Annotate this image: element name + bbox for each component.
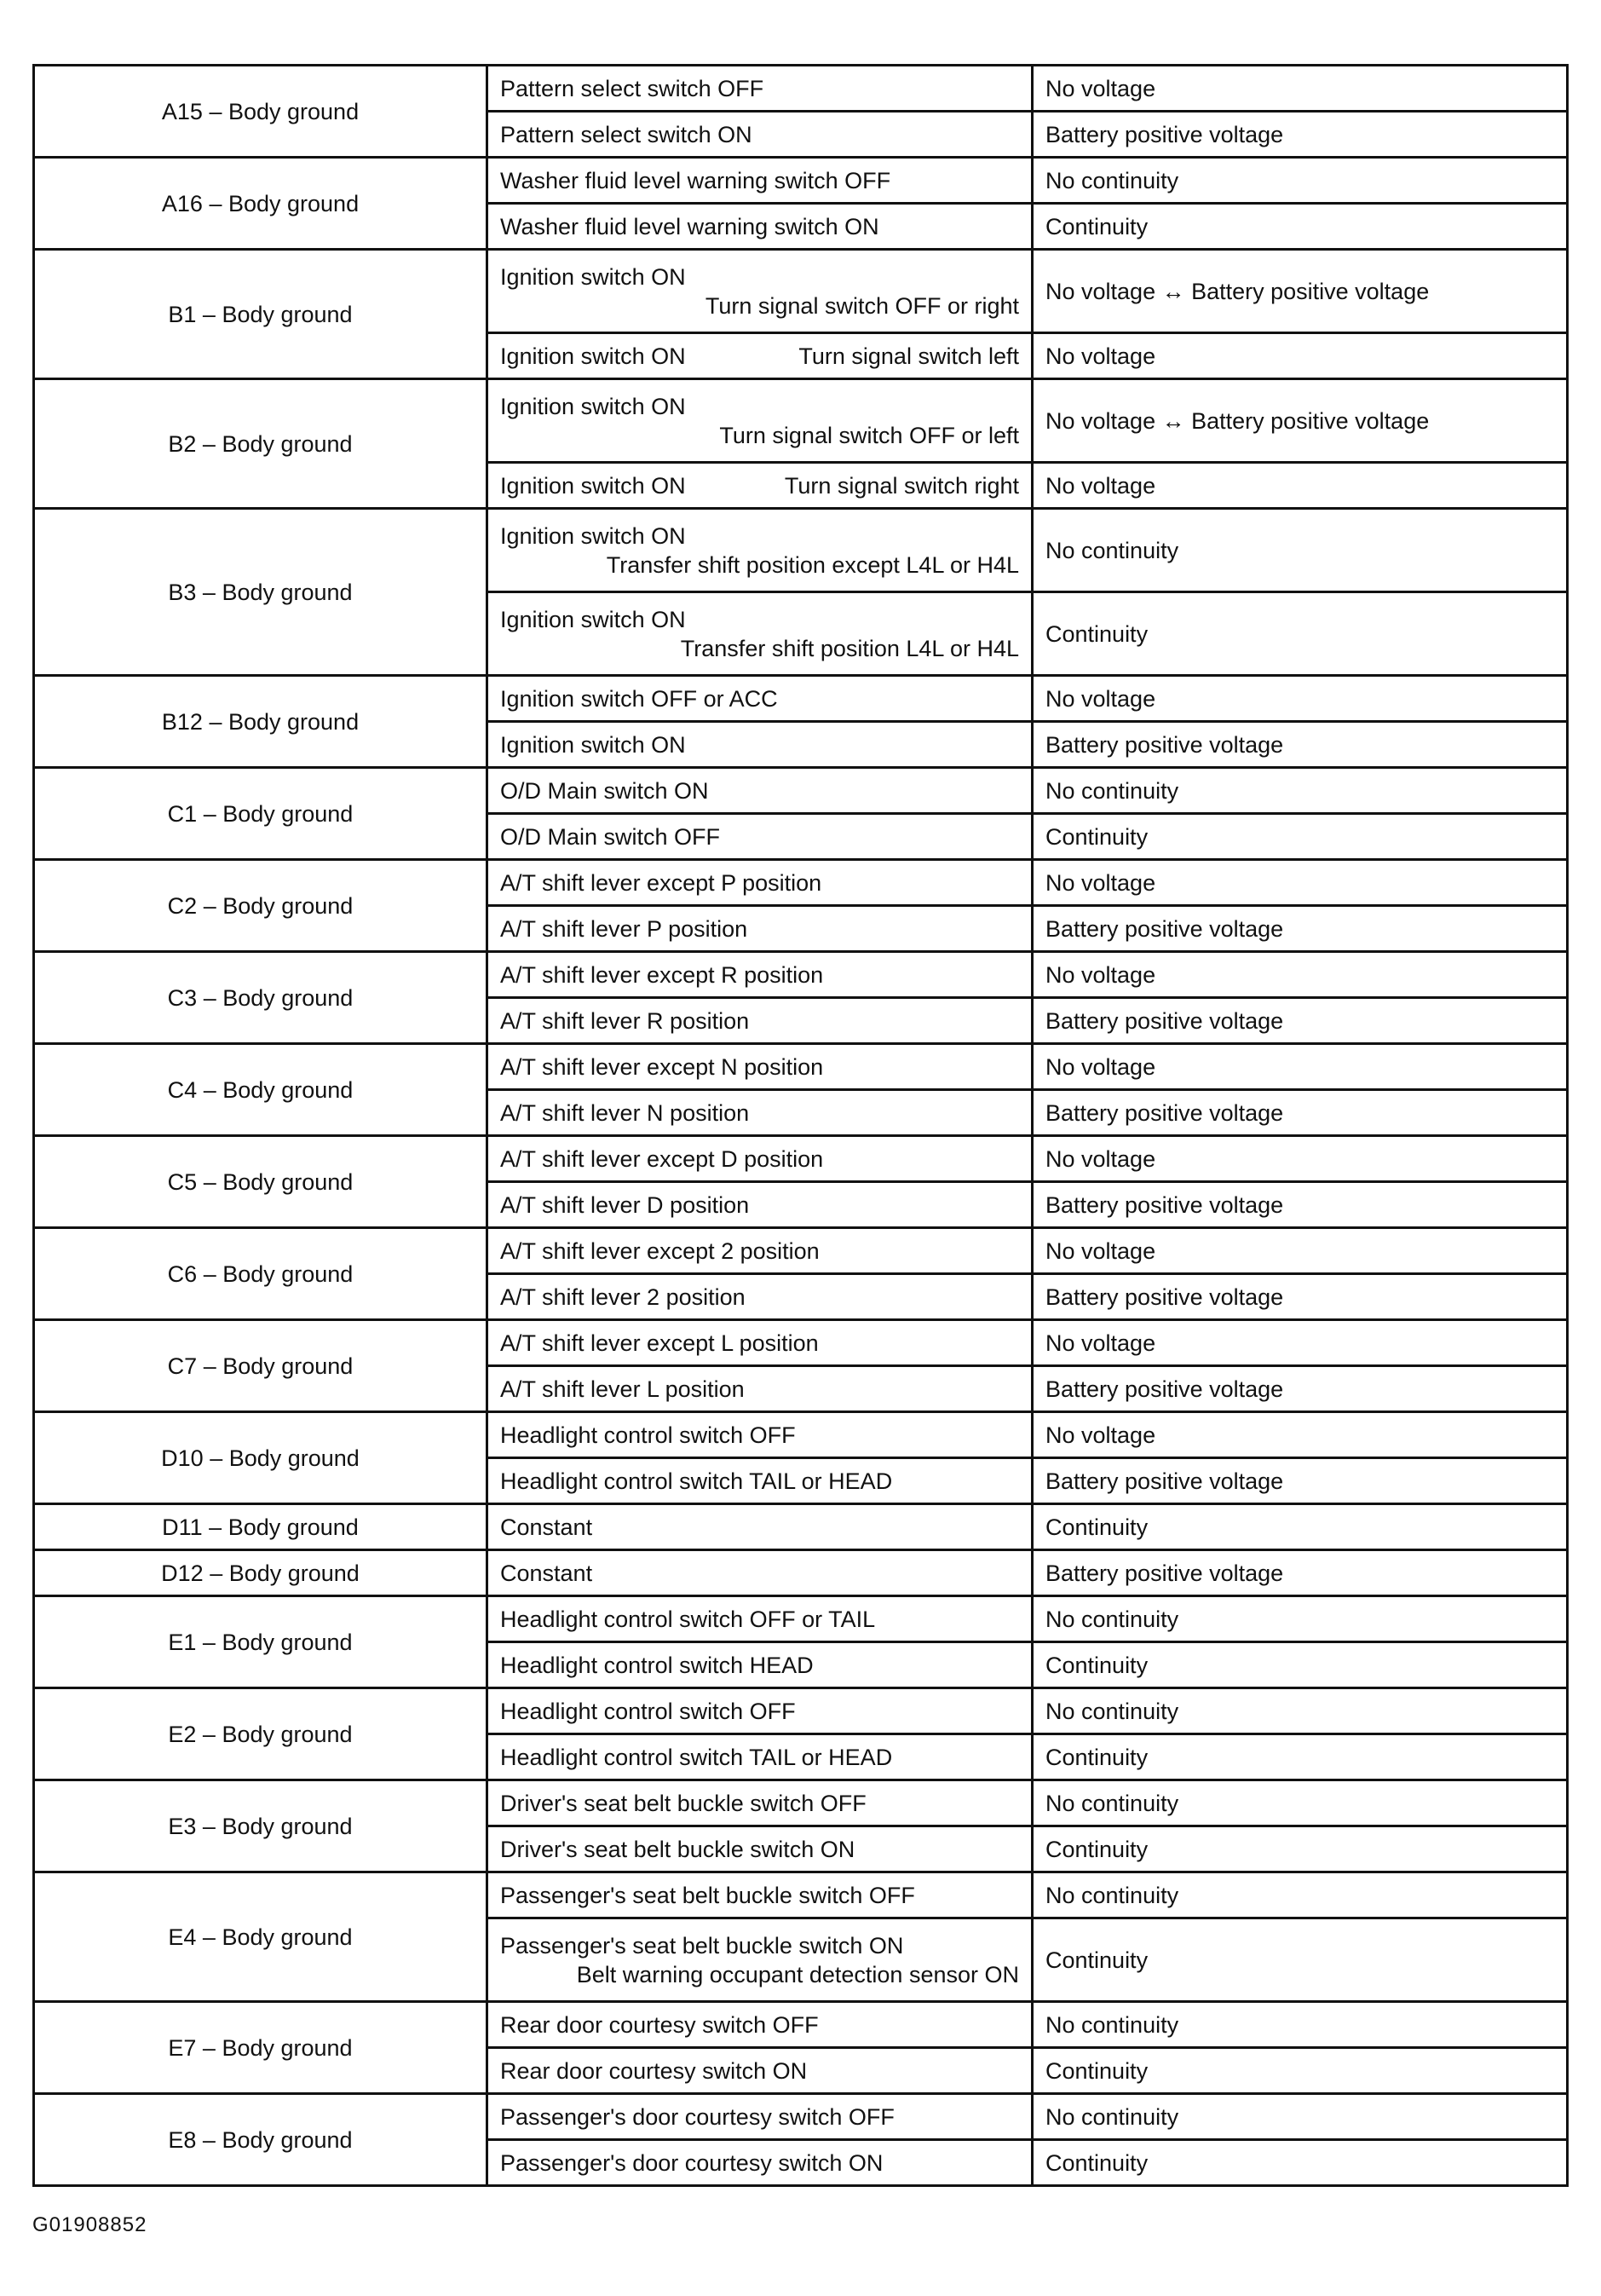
condition-cell [487, 998, 1033, 1044]
result-cell: No continuity [1033, 158, 1568, 204]
condition-subtext: Transfer shift position except L4L or H4L [606, 551, 1019, 578]
condition-text: Rear door courtesy switch OFF [500, 2011, 819, 2038]
condition-cell [487, 2094, 1033, 2140]
condition-text: A/T shift lever L position [500, 1376, 745, 1402]
terminal-cell: D12 – Body ground [34, 1550, 487, 1596]
condition-cell [487, 1458, 1033, 1504]
result-cell: Continuity [1033, 1504, 1568, 1550]
table-row [34, 952, 1568, 998]
terminal-cell: B3 – Body ground [34, 509, 487, 676]
condition-text: A/T shift lever 2 position [500, 1284, 746, 1310]
condition-cell [487, 158, 1033, 204]
condition-cell [487, 250, 1033, 333]
condition-cell [487, 1688, 1033, 1734]
condition-cell [487, 722, 1033, 768]
condition-text: Ignition switch ON [500, 472, 686, 499]
result-cell: Continuity [1033, 1918, 1568, 2002]
result-cell: Continuity [1033, 1642, 1568, 1688]
terminal-cell: E3 – Body ground [34, 1780, 487, 1872]
condition-text: Ignition switch ON [500, 606, 686, 632]
condition-text: A/T shift lever R position [500, 1007, 750, 1034]
table-row [34, 250, 1568, 333]
condition-cell [487, 1642, 1033, 1688]
terminal-inspection-table [32, 64, 1569, 2187]
terminal-cell: C4 – Body ground [34, 1044, 487, 1136]
result-cell: Battery positive voltage [1033, 1182, 1568, 1228]
condition-cell [487, 1228, 1033, 1274]
condition-text: Pattern select switch OFF [500, 75, 764, 101]
terminal-cell: E7 – Body ground [34, 2002, 487, 2094]
condition-cell [487, 860, 1033, 906]
result-cell: No voltage [1033, 860, 1568, 906]
terminal-cell: B12 – Body ground [34, 676, 487, 768]
terminal-cell: C3 – Body ground [34, 952, 487, 1044]
condition-cell [487, 379, 1033, 463]
condition-text: Constant [500, 1514, 593, 1540]
condition-text: Pattern select switch ON [500, 121, 752, 147]
result-cell: No voltage [1033, 463, 1568, 509]
condition-text: Headlight control switch TAIL or HEAD [500, 1468, 893, 1494]
result-cell: Battery positive voltage [1033, 1366, 1568, 1412]
result-cell: No voltage ↔ Battery positive voltage [1033, 250, 1568, 333]
condition-cell [487, 1136, 1033, 1182]
condition-subtext: Turn signal switch right [784, 472, 1019, 499]
result-cell: Battery positive voltage [1033, 722, 1568, 768]
condition-cell [487, 1366, 1033, 1412]
result-cell: No voltage [1033, 66, 1568, 112]
terminal-cell: A16 – Body ground [34, 158, 487, 250]
condition-cell [487, 1826, 1033, 1872]
result-cell: No voltage [1033, 333, 1568, 379]
condition-text: O/D Main switch OFF [500, 823, 721, 850]
condition-subtext: Turn signal switch OFF or left [719, 422, 1019, 448]
result-cell: No voltage [1033, 1228, 1568, 1274]
condition-text: A/T shift lever N position [500, 1099, 750, 1126]
condition-cell [487, 1182, 1033, 1228]
condition-text: A/T shift lever P position [500, 915, 748, 942]
terminal-cell: E4 – Body ground [34, 1872, 487, 2002]
result-cell: Continuity [1033, 1734, 1568, 1780]
table-row [34, 509, 1568, 592]
result-cell: No continuity [1033, 2094, 1568, 2140]
result-cell: No voltage ↔ Battery positive voltage [1033, 379, 1568, 463]
table-row [34, 1688, 1568, 1734]
table-row [34, 379, 1568, 463]
condition-text: Passenger's door courtesy switch OFF [500, 2103, 895, 2130]
terminal-cell: A15 – Body ground [34, 66, 487, 158]
condition-text: Washer fluid level warning switch OFF [500, 167, 891, 193]
condition-text: Passenger's seat belt buckle switch ON [500, 1932, 904, 1959]
result-cell: No voltage [1033, 1412, 1568, 1458]
terminal-cell: C6 – Body ground [34, 1228, 487, 1320]
result-cell: No voltage [1033, 1044, 1568, 1090]
condition-text: Ignition switch ON [500, 343, 686, 369]
result-cell: No voltage [1033, 676, 1568, 722]
result-cell: Battery positive voltage [1033, 1550, 1568, 1596]
table-row [34, 860, 1568, 906]
condition-cell [487, 1090, 1033, 1136]
condition-text: Driver's seat belt buckle switch OFF [500, 1790, 867, 1816]
table-row [34, 1872, 1568, 1918]
terminal-cell: C1 – Body ground [34, 768, 487, 860]
table-row [34, 158, 1568, 204]
condition-subtext: Turn signal switch left [798, 343, 1019, 369]
condition-text: Headlight control switch OFF [500, 1698, 796, 1724]
result-cell: Continuity [1033, 204, 1568, 250]
condition-subtext: Turn signal switch OFF or right [705, 292, 1019, 319]
result-cell: Battery positive voltage [1033, 1090, 1568, 1136]
figure-code: G01908852 [32, 2213, 147, 2236]
terminal-cell: E8 – Body ground [34, 2094, 487, 2186]
result-cell: Battery positive voltage [1033, 112, 1568, 158]
condition-cell [487, 1320, 1033, 1366]
condition-text: Ignition switch ON [500, 731, 686, 758]
result-cell: No continuity [1033, 1688, 1568, 1734]
result-cell: Continuity [1033, 2140, 1568, 2186]
condition-cell [487, 2140, 1033, 2186]
result-cell: No continuity [1033, 768, 1568, 814]
terminal-cell: C5 – Body ground [34, 1136, 487, 1228]
table-body [34, 66, 1568, 2186]
condition-text: Rear door courtesy switch ON [500, 2057, 808, 2084]
table-row [34, 1550, 1568, 1596]
table-row [34, 2002, 1568, 2048]
condition-text: A/T shift lever except R position [500, 961, 824, 988]
terminal-cell: D10 – Body ground [34, 1412, 487, 1504]
condition-cell [487, 1044, 1033, 1090]
condition-cell [487, 1780, 1033, 1826]
table-row [34, 676, 1568, 722]
result-cell: Continuity [1033, 1826, 1568, 1872]
condition-text: A/T shift lever except L position [500, 1330, 819, 1356]
condition-cell [487, 1596, 1033, 1642]
condition-text: A/T shift lever except P position [500, 869, 822, 896]
terminal-cell: C2 – Body ground [34, 860, 487, 952]
condition-cell [487, 333, 1033, 379]
terminal-cell: C7 – Body ground [34, 1320, 487, 1412]
condition-cell [487, 66, 1033, 112]
table-row [34, 1044, 1568, 1090]
condition-text: A/T shift lever D position [500, 1191, 750, 1218]
condition-text: Ignition switch ON [500, 393, 686, 419]
condition-cell [487, 509, 1033, 592]
condition-cell [487, 1412, 1033, 1458]
condition-cell [487, 204, 1033, 250]
condition-text: Driver's seat belt buckle switch ON [500, 1836, 855, 1862]
table-row [34, 1504, 1568, 1550]
result-cell: No continuity [1033, 1780, 1568, 1826]
condition-cell [487, 1550, 1033, 1596]
condition-text: A/T shift lever except N position [500, 1053, 824, 1080]
condition-text: Headlight control switch OFF [500, 1422, 796, 1448]
condition-cell [487, 2048, 1033, 2094]
terminal-cell: B2 – Body ground [34, 379, 487, 509]
result-cell: Continuity [1033, 814, 1568, 860]
table-row [34, 768, 1568, 814]
condition-text: Headlight control switch HEAD [500, 1652, 814, 1678]
table-row [34, 1320, 1568, 1366]
condition-subtext: Belt warning occupant detection sensor ON [576, 1961, 1019, 1987]
result-cell: Battery positive voltage [1033, 1458, 1568, 1504]
result-cell: Continuity [1033, 592, 1568, 676]
result-cell: Battery positive voltage [1033, 906, 1568, 952]
condition-text: Ignition switch ON [500, 263, 686, 290]
table-row [34, 66, 1568, 112]
condition-cell [487, 906, 1033, 952]
condition-cell [487, 1274, 1033, 1320]
result-cell: No continuity [1033, 1596, 1568, 1642]
condition-text: Passenger's door courtesy switch ON [500, 2149, 884, 2176]
table-row [34, 1228, 1568, 1274]
result-cell: No voltage [1033, 1320, 1568, 1366]
condition-cell [487, 1872, 1033, 1918]
terminal-cell: E1 – Body ground [34, 1596, 487, 1688]
table-row [34, 1136, 1568, 1182]
terminal-inspection-table-container [32, 64, 1566, 2187]
condition-text: Ignition switch OFF or ACC [500, 685, 778, 712]
condition-cell [487, 2002, 1033, 2048]
terminal-cell: B1 – Body ground [34, 250, 487, 379]
condition-text: Headlight control switch TAIL or HEAD [500, 1744, 893, 1770]
condition-cell [487, 1504, 1033, 1550]
condition-cell [487, 1734, 1033, 1780]
condition-text: Ignition switch ON [500, 522, 686, 549]
result-cell: No continuity [1033, 2002, 1568, 2048]
terminal-cell: D11 – Body ground [34, 1504, 487, 1550]
condition-cell [487, 592, 1033, 676]
result-cell: No voltage [1033, 1136, 1568, 1182]
table-row [34, 1596, 1568, 1642]
condition-cell [487, 676, 1033, 722]
result-cell: Battery positive voltage [1033, 998, 1568, 1044]
result-cell: Battery positive voltage [1033, 1274, 1568, 1320]
condition-cell [487, 768, 1033, 814]
condition-cell [487, 112, 1033, 158]
result-cell: Continuity [1033, 2048, 1568, 2094]
condition-cell [487, 463, 1033, 509]
condition-cell [487, 814, 1033, 860]
condition-cell [487, 952, 1033, 998]
terminal-cell: E2 – Body ground [34, 1688, 487, 1780]
condition-text: O/D Main switch ON [500, 777, 709, 804]
condition-text: A/T shift lever except 2 position [500, 1237, 820, 1264]
condition-cell [487, 1918, 1033, 2002]
condition-text: Passenger's seat belt buckle switch OFF [500, 1882, 915, 1908]
result-cell: No voltage [1033, 952, 1568, 998]
result-cell: No continuity [1033, 509, 1568, 592]
condition-text: Constant [500, 1560, 593, 1586]
condition-text: Headlight control switch OFF or TAIL [500, 1606, 876, 1632]
table-row [34, 2094, 1568, 2140]
table-row [34, 1412, 1568, 1458]
result-cell: No continuity [1033, 1872, 1568, 1918]
condition-text: Washer fluid level warning switch ON [500, 213, 879, 239]
condition-subtext: Transfer shift position L4L or H4L [680, 635, 1019, 661]
condition-text: A/T shift lever except D position [500, 1145, 824, 1172]
table-row [34, 1780, 1568, 1826]
